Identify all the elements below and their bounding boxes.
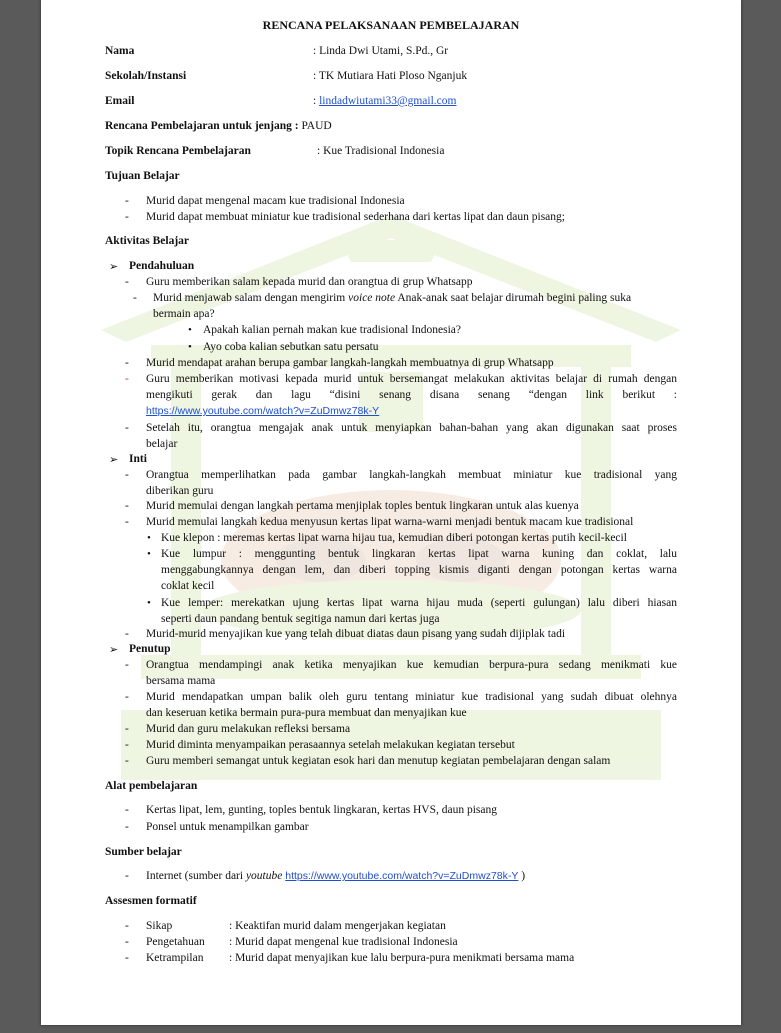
inti-item: Murid memulai langkah kedua menyusun kertas lipat warna-warni menjadi bentuk macam kue tradisional — [146, 516, 634, 528]
dash-bullet: - — [125, 739, 129, 751]
kue-item-cont: seperti daun pandang bentuk segitiga namun dari kertas juga — [161, 613, 440, 625]
kue-item-cont: menggabungkannya dengan lem, dan diberi topping kismis diganti dengan potongan kertas warna — [161, 564, 677, 576]
asesmen-value: : Murid dapat mengenal kue tradisional Indonesia — [229, 936, 458, 948]
youtube-link[interactable]: https://www.youtube.com/watch?v=ZuDmwz78k-Y — [146, 405, 380, 417]
penutup-heading: Penutup — [129, 643, 171, 655]
penutup-item: Guru memberi semangat untuk kegiatan esok hari dan menutup kegiatan pembelajaran dengan salam — [146, 755, 611, 767]
sekolah-label: Sekolah/Instansi — [105, 70, 187, 82]
dash-bullet: - — [133, 292, 137, 304]
alat-item: Ponsel untuk menampilkan gambar — [146, 821, 309, 833]
kue-item: Kue lemper: merekatkan ujung kertas lipat warna hijau muda (seperti gulungan) lalu diberi hiasan — [161, 597, 677, 609]
jenjang-label: Rencana Pembelajaran untuk jenjang : — [105, 120, 302, 132]
email-colon: : — [313, 95, 320, 107]
youtube-link[interactable]: https://www.youtube.com/watch?v=ZuDmwz78k-Y — [285, 870, 519, 882]
tujuan-heading: Tujuan Belajar — [105, 170, 180, 182]
dash-bullet: - — [125, 804, 129, 816]
jenjang-row — [105, 119, 332, 135]
dash-bullet: - — [125, 373, 129, 385]
pendahuluan-heading: Pendahuluan — [129, 260, 195, 272]
jenjang-value: PAUD — [301, 120, 332, 132]
nama-value: : Linda Dwi Utami, S.Pd., Gr — [313, 45, 449, 57]
dash-bullet: - — [125, 723, 129, 735]
tujuan-item: Murid dapat membuat miniatur kue tradisional sederhana dari kertas lipat dan daun pisang; — [146, 211, 565, 223]
text-segment: Internet (sumber dari — [146, 870, 246, 882]
dash-bullet: - — [125, 516, 129, 528]
email-label: Email — [105, 95, 135, 107]
kue-item: Kue klepon : meremas kertas lipat warna hijau tua, kemudian diberi potongan kertas putih kecil-kecil — [161, 532, 627, 544]
penutup-item: Murid diminta menyampaikan perasaannya setelah melakukan kegiatan tersebut — [146, 739, 515, 751]
document-page — [41, 0, 741, 1025]
asesmen-label: Pengetahuan — [146, 936, 205, 948]
inti-heading: Inti — [129, 453, 147, 465]
penutup-item: Orangtua mendampingi anak ketika menyajikan kue kemudian berpura-pura sedang menikmati kue — [146, 659, 677, 671]
pendahuluan-item: Guru memberikan salam kepada murid dan orangtua di grup Whatsapp — [146, 276, 473, 288]
dash-bullet: - — [125, 469, 129, 481]
question-item: Apakah kalian pernah makan kue tradisional Indonesia? — [203, 324, 462, 336]
inti-item-cont: diberikan guru — [146, 485, 214, 497]
dash-bullet: - — [125, 821, 129, 833]
email-row — [313, 94, 456, 110]
dot-bullet: • — [188, 324, 192, 336]
penutup-item: Murid dan guru melakukan refleksi bersama — [146, 723, 351, 735]
kue-item: Kue lumpur : menggunting bentuk lingkaran kertas lipat warna kuning dan coklat, lalu — [161, 548, 677, 560]
pendahuluan-item-cont: bermain apa? — [153, 308, 215, 320]
pendahuluan-item-cont: belajar — [146, 438, 178, 450]
asesmen-heading: Assesmen formatif — [105, 895, 197, 907]
aktivitas-heading: Aktivitas Belajar — [105, 235, 190, 247]
document-title: RENCANA PELAKSANAAN PEMBELAJARAN — [262, 18, 520, 32]
sekolah-value: : TK Mutiara Hati Ploso Nganjuk — [313, 70, 468, 82]
penutup-item-cont: bersama mama — [146, 675, 216, 687]
text-segment: Murid menjawab salam dengan mengirim — [153, 292, 349, 304]
pendahuluan-item: Murid mendapat arahan berupa gambar langkah-langkah membuatnya di grup Whatsapp — [146, 357, 554, 369]
dot-bullet: • — [188, 341, 192, 353]
dash-bullet: - — [125, 870, 129, 882]
pendahuluan-item — [153, 291, 631, 307]
asesmen-label: Ketrampilan — [146, 952, 204, 964]
dash-bullet: - — [125, 500, 129, 512]
pendahuluan-item: Setelah itu, orangtua mengajak anak untuk menyiapkan bahan-bahan yang akan digunakan saat proses — [146, 422, 677, 434]
inti-item: Orangtua memperlihatkan pada gambar langkah-langkah membuat miniatur kue tradisional yang — [146, 469, 677, 481]
kue-item-cont: coklat kecil — [161, 580, 215, 592]
alat-item: Kertas lipat, lem, gunting, toples bentuk lingkaran, kertas HVS, daun pisang — [146, 804, 498, 816]
dash-bullet: - — [125, 936, 129, 948]
question-item: Ayo coba kalian sebutkan satu persatu — [203, 341, 379, 353]
dash-bullet: - — [125, 276, 129, 288]
topik-label: Topik Rencana Pembelajaran — [105, 145, 251, 157]
dot-bullet: • — [147, 532, 151, 544]
text-segment: Anak-anak saat belajar dirumah begini paling suka — [395, 292, 632, 304]
dash-bullet: - — [125, 691, 129, 703]
dash-bullet: - — [125, 195, 129, 207]
arrow-bullet-icon: ➢ — [109, 643, 119, 656]
dash-bullet: - — [125, 755, 129, 767]
text-segment: ) — [518, 870, 526, 882]
text-italic: youtube — [245, 870, 283, 882]
sumber-heading: Sumber belajar — [105, 846, 182, 858]
asesmen-value: : Murid dapat menyajikan kue lalu berpura-pura menikmati bersama mama — [229, 952, 575, 964]
arrow-bullet-icon: ➢ — [109, 453, 119, 466]
topik-value: : Kue Tradisional Indonesia — [317, 145, 445, 157]
dash-bullet: - — [125, 920, 129, 932]
dash-bullet: - — [125, 628, 129, 640]
dot-bullet: • — [147, 597, 151, 609]
arrow-bullet-icon: ➢ — [109, 260, 119, 273]
penutup-item-cont: dan keseruan ketika bermain pura-pura membuat dan menyajikan kue — [146, 707, 467, 719]
asesmen-value: : Keaktifan murid dalam mengerjakan kegiatan — [229, 920, 446, 932]
dot-bullet: • — [147, 548, 151, 560]
inti-item: Murid-murid menyajikan kue yang telah dibuat diatas daun pisang yang sudah dijiplak tadi — [146, 628, 566, 640]
dash-bullet: - — [125, 422, 129, 434]
inti-item: Murid memulai dengan langkah pertama menjiplak toples bentuk lingkaran untuk alas kuenya — [146, 500, 579, 512]
alat-heading: Alat pembelajaran — [105, 780, 198, 792]
pendahuluan-item-cont: mengikuti gerak dan lagu “disini senang disana senang “dengan link berikut : — [146, 389, 677, 401]
penutup-item: Murid mendapatkan umpan balik oleh guru tentang miniatur kue tradisional yang sudah dibuat olehnya — [146, 691, 677, 703]
asesmen-label: Sikap — [146, 920, 173, 932]
nama-label: Nama — [105, 45, 135, 57]
sumber-item — [146, 869, 525, 885]
text-italic: voice note — [348, 292, 396, 304]
tujuan-item: Murid dapat mengenal macam kue tradisional Indonesia — [146, 195, 405, 207]
dash-bullet: - — [125, 211, 129, 223]
email-link[interactable]: lindadwiutami33@gmail.com — [319, 95, 457, 107]
dash-bullet: - — [125, 357, 129, 369]
dash-bullet: - — [125, 659, 129, 671]
dash-bullet: - — [125, 952, 129, 964]
pendahuluan-item: Guru memberikan motivasi kepada murid untuk bersemangat melakukan aktivitas belajar di rumah dengan — [146, 373, 677, 385]
